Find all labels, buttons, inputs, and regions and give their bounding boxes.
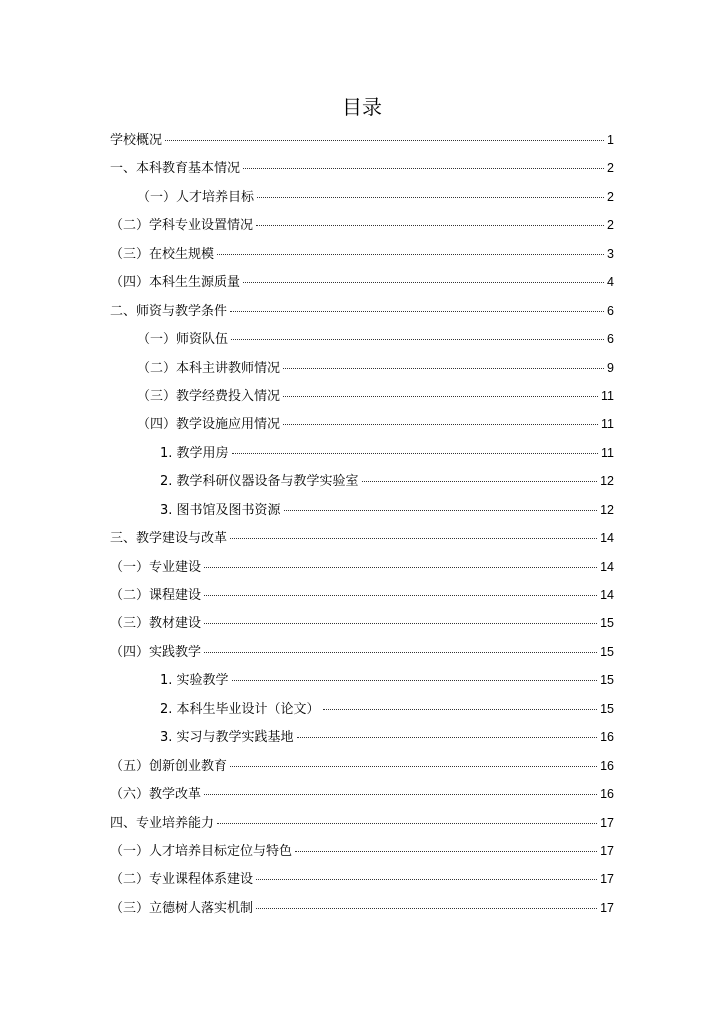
toc-entry[interactable] — [110, 553, 614, 581]
toc-entry-page-number: 11 — [601, 417, 614, 432]
toc-entry-page-number: 6 — [607, 303, 614, 318]
toc-entry-label: 三、教学建设与改革 — [110, 531, 228, 547]
toc-entry[interactable] — [110, 894, 614, 922]
toc-entry-page-number: 16 — [600, 730, 614, 745]
toc-entry-label: （一）人才培养目标定位与特色 — [110, 843, 293, 859]
toc-entry[interactable] — [110, 240, 614, 268]
toc-dot-leader — [230, 766, 597, 767]
toc-entry-label: 四、专业培养能力 — [110, 815, 215, 831]
toc-entry-page-number: 15 — [600, 701, 614, 716]
toc-dot-leader — [165, 140, 604, 141]
toc-entry-page-number: 1 — [607, 133, 614, 147]
toc-dot-leader — [204, 595, 597, 596]
toc-dot-leader — [230, 538, 597, 539]
toc-entry-page-number: 6 — [607, 332, 614, 347]
toc-entry-page-number: 9 — [607, 360, 614, 375]
toc-dot-leader — [204, 567, 597, 568]
toc-dot-leader — [297, 737, 598, 738]
toc-entry[interactable] — [110, 410, 614, 438]
toc-entry-page-number: 14 — [600, 531, 614, 546]
toc-entry-label: （三）教学经费投入情况 — [137, 388, 281, 404]
toc-entry[interactable] — [110, 268, 614, 296]
toc-entry-label: （一）专业建设 — [110, 559, 202, 575]
toc-entry[interactable] — [110, 837, 614, 865]
toc-dot-leader — [204, 652, 597, 653]
toc-entry-label: （一）人才培养目标 — [137, 189, 255, 205]
toc-entry[interactable] — [110, 467, 614, 495]
toc-entry[interactable] — [110, 126, 614, 154]
toc-dot-leader — [217, 254, 604, 255]
toc-entry-label: 2. 本科生毕业设计（论文） — [160, 701, 320, 717]
toc-entry-page-number: 17 — [600, 872, 614, 887]
toc-entry-page-number: 17 — [600, 900, 614, 915]
toc-entry-page-number: 16 — [600, 758, 614, 773]
toc-entry-label: （三）教材建设 — [110, 616, 202, 632]
toc-entry-label: （四）本科生生源质量 — [110, 275, 241, 291]
toc-entry-label: 1. 教学用房 — [160, 445, 229, 461]
toc-entry-page-number: 12 — [600, 502, 614, 517]
toc-entry[interactable] — [110, 496, 614, 524]
toc-entry-label: （六）教学改革 — [110, 787, 202, 803]
toc-entry-page-number: 15 — [600, 616, 614, 631]
toc-entry[interactable] — [110, 638, 614, 666]
toc-entry-label: 1. 实验教学 — [160, 673, 229, 689]
toc-entry-label: （三）立德树人落实机制 — [110, 900, 254, 916]
toc-dot-leader — [257, 197, 604, 198]
toc-entry[interactable] — [110, 809, 614, 837]
table-of-contents — [110, 126, 614, 922]
toc-entry-page-number: 11 — [601, 388, 614, 403]
toc-entry-label: （二）学科专业设置情况 — [110, 218, 254, 234]
toc-entry[interactable] — [110, 695, 614, 723]
toc-entry-page-number: 17 — [600, 843, 614, 858]
toc-dot-leader — [256, 225, 604, 226]
toc-dot-leader — [323, 709, 598, 710]
toc-entry[interactable] — [110, 723, 614, 751]
toc-entry[interactable] — [110, 581, 614, 609]
toc-dot-leader — [295, 851, 597, 852]
toc-entry-label: （三）在校生规模 — [110, 246, 215, 262]
toc-dot-leader — [232, 453, 598, 454]
toc-entry-label: 2. 教学科研仪器设备与教学实验室 — [160, 474, 359, 490]
toc-entry-page-number: 11 — [601, 445, 614, 460]
toc-entry-page-number: 2 — [607, 218, 614, 233]
toc-entry[interactable] — [110, 325, 614, 353]
toc-entry[interactable] — [110, 183, 614, 211]
toc-entry-page-number: 2 — [607, 189, 614, 204]
toc-entry-page-number: 15 — [600, 644, 614, 659]
toc-entry[interactable] — [110, 865, 614, 893]
toc-entry[interactable] — [110, 382, 614, 410]
toc-dot-leader — [231, 339, 604, 340]
toc-entry-label: （四）教学设施应用情况 — [137, 417, 281, 433]
toc-entry-page-number: 12 — [600, 474, 614, 489]
toc-entry-label: （五）创新创业教育 — [110, 758, 228, 774]
toc-entry-label: 3. 图书馆及图书资源 — [160, 502, 281, 518]
toc-dot-leader — [232, 680, 598, 681]
toc-entry-page-number: 17 — [600, 815, 614, 830]
toc-dot-leader — [230, 311, 604, 312]
toc-dot-leader — [284, 510, 598, 511]
toc-entry-label: 3. 实习与教学实践基地 — [160, 730, 294, 746]
toc-entry-page-number: 14 — [600, 559, 614, 574]
page-title: 目录 — [342, 95, 382, 119]
toc-dot-leader — [362, 481, 598, 482]
toc-entry[interactable] — [110, 609, 614, 637]
toc-entry[interactable] — [110, 211, 614, 239]
toc-entry-label: （四）实践教学 — [110, 644, 202, 660]
toc-entry[interactable] — [110, 297, 614, 325]
toc-entry-label: 一、本科教育基本情况 — [110, 161, 241, 177]
toc-entry-page-number: 3 — [607, 246, 614, 261]
toc-entry-page-number: 4 — [607, 275, 614, 290]
toc-entry-label: 学校概况 — [110, 133, 163, 148]
toc-entry-label: 二、师资与教学条件 — [110, 303, 228, 319]
toc-dot-leader — [256, 908, 597, 909]
toc-dot-leader — [256, 879, 597, 880]
toc-entry-label: （二）专业课程体系建设 — [110, 872, 254, 888]
toc-entry[interactable] — [110, 439, 614, 467]
toc-entry-page-number: 16 — [600, 787, 614, 802]
toc-entry[interactable] — [110, 666, 614, 694]
toc-dot-leader — [283, 424, 598, 425]
toc-dot-leader — [217, 823, 597, 824]
toc-entry-label: （二）课程建设 — [110, 588, 202, 603]
toc-entry-page-number: 2 — [607, 161, 614, 176]
toc-dot-leader — [243, 168, 604, 169]
toc-dot-leader — [283, 396, 598, 397]
toc-dot-leader — [243, 282, 604, 283]
toc-entry[interactable] — [110, 524, 614, 552]
toc-entry-page-number: 15 — [600, 673, 614, 688]
toc-entry[interactable] — [110, 154, 614, 182]
toc-entry-label: （二）本科主讲教师情况 — [137, 360, 281, 376]
toc-dot-leader — [204, 794, 597, 795]
toc-dot-leader — [283, 368, 604, 369]
toc-entry[interactable] — [110, 752, 614, 780]
toc-entry[interactable] — [110, 780, 614, 808]
toc-dot-leader — [204, 623, 597, 624]
toc-entry[interactable] — [110, 354, 614, 382]
toc-entry-page-number: 14 — [600, 588, 614, 602]
toc-entry-label: （一）师资队伍 — [137, 332, 229, 348]
